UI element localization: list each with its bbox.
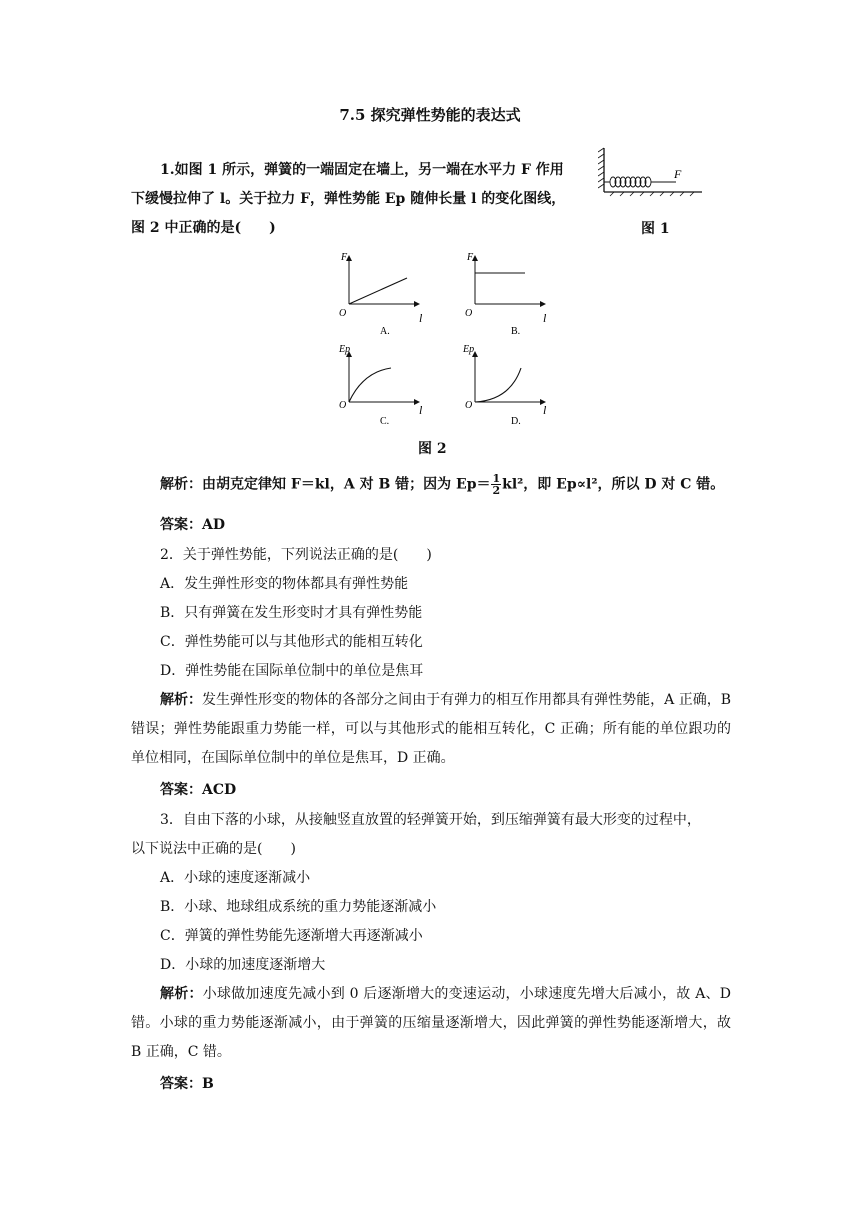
graph-a-caption: A. xyxy=(380,326,390,337)
q3-option-b: B．小球、地球组成系统的重力势能逐渐减小 xyxy=(160,899,437,915)
graph-c-y-label: Ep xyxy=(339,344,351,355)
q3-stem-line2: 以下说法中正确的是( ) xyxy=(131,841,296,857)
q1-analysis-lead: 解析： xyxy=(160,476,202,493)
q3-analysis xyxy=(131,980,731,1067)
q2-option-a: A．发生弹性形变的物体都具有弹性势能 xyxy=(160,576,409,592)
q2-option-c: C．弹性势能可以与其他形式的能相互转化 xyxy=(160,634,423,650)
graph-a-x-label: l xyxy=(419,311,423,325)
graph-c-caption: C. xyxy=(380,416,390,427)
figure-2-graphs xyxy=(335,248,565,428)
q1-answer: 答案：AD xyxy=(160,517,226,533)
q2-analysis xyxy=(131,686,731,773)
graph-d-origin: O xyxy=(465,400,473,411)
figure-2-label: 图 2 xyxy=(418,441,447,457)
graph-a-origin: O xyxy=(339,308,347,319)
figure-1-label: 图 1 xyxy=(641,221,670,237)
q1-stem-line1: 1.如图 1 所示，弹簧的一端固定在墙上，另一端在水平力 F 作用 xyxy=(160,162,564,178)
q3-option-a: A．小球的速度逐渐减小 xyxy=(160,870,311,886)
graph-d-x-label: l xyxy=(543,403,547,417)
graph-b-x-label: l xyxy=(543,311,547,325)
q3-option-c: C．弹簧的弹性势能先逐渐增大再逐渐减小 xyxy=(160,928,423,944)
graph-b xyxy=(465,252,547,337)
figure-1-spring xyxy=(598,146,708,198)
q3-stem-line1: 3．自由下落的小球，从接触竖直放置的轻弹簧开始，到压缩弹簧有最大形变的过程中， xyxy=(160,812,701,828)
q3-analysis-lead: 解析： xyxy=(160,986,203,1002)
page-title: 7.5 探究弹性势能的表达式 xyxy=(339,106,521,124)
q1-stem-line2: 下缓慢拉伸了 l。关于拉力 F，弹性势能 Ep 随伸长量 l 的变化图线， xyxy=(131,191,566,207)
graph-d xyxy=(462,344,547,427)
q1-fraction xyxy=(491,473,501,496)
graph-c-origin: O xyxy=(339,400,347,411)
fraction-numerator: 1 xyxy=(492,472,501,485)
q1-analysis-b: kl²，即 Ep∝l²，所以 D 对 C 错。 xyxy=(502,476,725,493)
q3-analysis-text: 小球做加速度先减小到 0 后逐渐增大的变速运动，小球速度先增大后减小，故 A、D 错。小球的重力势能逐渐减小，由于弹簧的压缩量逐渐增大，因此弹簧的弹性势能逐渐增大，故 B 正确，C 错。 xyxy=(131,986,732,1060)
q2-analysis-text: 发生弹性形变的物体的各部分之间由于有弹力的相互作用都具有弹性势能，A 正确，B 错误；弹性势能跟重力势能一样，可以与其他形式的能相互转化，C 正确；所有能的单位跟功的单位相同，在国际单位制中的单位是焦耳，D 正确。 xyxy=(131,692,731,766)
q2-stem: 2．关于弹性势能，下列说法正确的是( ) xyxy=(160,547,432,563)
graph-b-caption: B. xyxy=(511,326,521,337)
q2-analysis-lead: 解析： xyxy=(160,692,203,708)
graph-c-x-label: l xyxy=(419,403,423,417)
graph-c xyxy=(338,344,423,427)
q1-analysis xyxy=(160,473,724,496)
fig1-force-label: F xyxy=(674,167,682,181)
q2-option-b: B．只有弹簧在发生形变时才具有弹性势能 xyxy=(160,605,423,621)
q1-analysis-a: 由胡克定律知 F＝kl，A 对 B 错；因为 Ep＝ xyxy=(202,476,491,493)
graph-d-caption: D. xyxy=(511,416,521,427)
graph-d-y-label: Ep xyxy=(463,344,475,355)
graph-a-y-label: F xyxy=(341,252,348,263)
q3-option-d: D．小球的加速度逐渐增大 xyxy=(160,957,326,973)
q3-answer: 答案：B xyxy=(160,1076,214,1092)
q1-stem-line3: 图 2 中正确的是( ) xyxy=(131,220,276,236)
graph-b-y-label: F xyxy=(467,252,474,263)
fraction-denominator: 2 xyxy=(492,484,501,497)
q2-answer: 答案：ACD xyxy=(160,782,237,798)
graph-b-origin: O xyxy=(465,308,473,319)
graph-a xyxy=(339,252,423,337)
q2-option-d: D．弹性势能在国际单位制中的单位是焦耳 xyxy=(160,663,424,679)
